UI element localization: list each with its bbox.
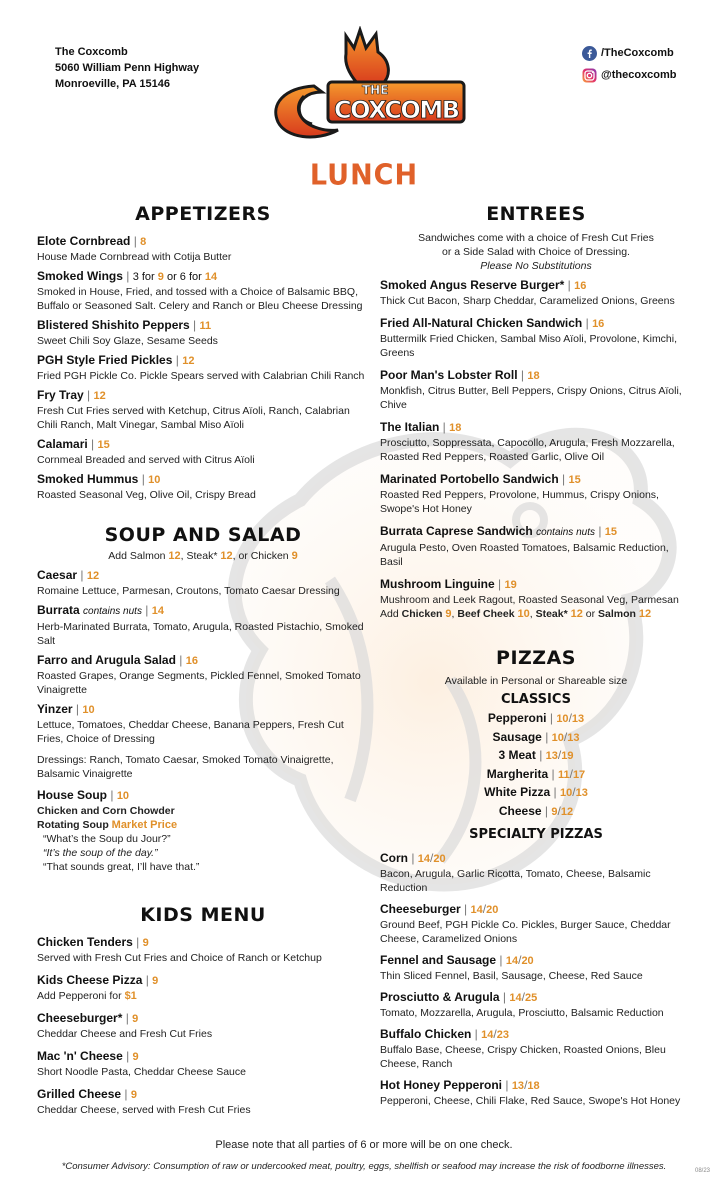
item-description: Lettuce, Tomatoes, Cheddar Cheese, Banana Peppers, Fresh Cut Fries, Choice of Dressing — [37, 719, 344, 745]
item-description: Cheddar Cheese, served with Fresh Cut Fries — [37, 1104, 251, 1116]
menu-item: Prosciutto & Arugula | 14/25 Tomato, Mozzarella, Arugula, Prosciutto, Balsamic Reduction — [380, 989, 692, 1020]
soup-line-1: Chicken and Corn Chowder — [37, 805, 175, 817]
item-name: Elote Cornbread — [37, 234, 131, 248]
item-description: Buffalo Base, Cheese, Crispy Chicken, Roasted Onions, Bleu Cheese, Ranch — [380, 1044, 666, 1070]
item-name: Margherita — [486, 766, 549, 781]
menu-item: Mac 'n' Cheese | 9 Short Noodle Pasta, Cheddar Cheese Sauce — [37, 1048, 369, 1079]
item-name: 3 Meat — [498, 748, 536, 762]
item-price: 9 — [152, 975, 159, 987]
item-name: Fennel and Sausage — [380, 953, 497, 967]
item-name: Fry Tray — [37, 388, 84, 402]
entrees-list — [380, 277, 692, 621]
item-description: Romaine Lettuce, Parmesan, Croutons, Tomato Caesar Dressing — [37, 585, 340, 597]
item-name: Fried All-Natural Chicken Sandwich — [380, 316, 583, 330]
right-column — [380, 203, 692, 1108]
item-description: Herb-Marinated Burrata, Tomato, Arugula, Roasted Pistachio, Smoked Salt — [37, 621, 364, 647]
pizzas-note: Available in Personal or Shareable size — [444, 675, 628, 687]
item-description: Cornmeal Breaded and served with Citrus Aïoli — [37, 454, 255, 466]
item-name: The Italian — [380, 420, 440, 434]
kids-title: KIDS MENU — [140, 904, 266, 926]
soup-line-2: Rotating Soup Market Price — [37, 819, 178, 831]
item-description: Buttermilk Fried Chicken, Sambal Miso Aïoli, Provolone, Kimchi, Greens — [380, 333, 678, 359]
menu-item: Yinzer | 10 Lettuce, Tomatoes, Cheddar Cheese, Banana Peppers, Fresh Cut Fries, Choice of Dressing — [37, 701, 369, 746]
item-name: Calamari — [37, 437, 88, 451]
item-name: Caesar — [37, 568, 78, 582]
left-column — [37, 203, 369, 1117]
item-name: Grilled Cheese — [37, 1087, 122, 1101]
item-price: 12 — [86, 570, 100, 582]
item-name: Pepperoni — [487, 711, 547, 725]
item-description: Tomato, Mozzarella, Arugula, Prosciutto, Balsamic Reduction — [380, 1007, 664, 1019]
item-note: contains nuts — [536, 527, 595, 538]
item-name: Cheeseburger — [380, 902, 461, 916]
coxcomb-logo — [264, 26, 468, 144]
pizza-item: Cheese | 9/12 — [498, 803, 574, 818]
menu-item: Cheeseburger* | 9 Cheddar Cheese and Fresh Cut Fries — [37, 1010, 369, 1041]
item-name: Cheeseburger* — [37, 1011, 123, 1025]
item-description: Thick Cut Bacon, Sharp Cheddar, Caramelized Onions, Greens — [380, 295, 675, 307]
item-price: 18 — [449, 422, 462, 434]
item-price: 12 — [182, 355, 195, 367]
facebook-icon — [582, 46, 597, 61]
pizza-item: 3 Meat | 13/19 — [498, 748, 574, 762]
menu-item: Cheeseburger | 14/20 Ground Beef, PGH Pickle Co. Pickles, Burger Sauce, Cheddar Cheese, Caramelized Onions — [380, 901, 692, 946]
instagram-link[interactable] — [582, 64, 677, 86]
item-name: Mushroom Linguine — [380, 577, 495, 591]
item-description: Thin Sliced Fennel, Basil, Sausage, Cheese, Red Sauce — [380, 970, 643, 982]
logo-text-coxcomb: COXCOMB — [334, 96, 460, 124]
menu-item: Burrata contains nuts | 14 Herb-Marinated Burrata, Tomato, Arugula, Roasted Pistachio, Smoked Salt — [37, 602, 369, 648]
pizzas-title: PIZZAS — [496, 647, 576, 669]
menu-item: Burrata Caprese Sandwich contains nuts | 15 Arugula Pesto, Oven Roasted Tomatoes, Balsamic Reduction, Basil — [380, 523, 692, 569]
party-note: Please note that all parties of 6 or more will be on one check. — [215, 1139, 513, 1151]
menu-item: Kids Cheese Pizza | 9 Add Pepperoni for $1 — [37, 972, 369, 1003]
item-description: Smoked in House, Fried, and tossed with a Choice of Balsamic BBQ, Buffalo or Seasoned Salt. Celery and Ranch or Bleu Cheese Dressing — [37, 286, 363, 312]
item-description: Monkfish, Citrus Butter, Bell Peppers, Crispy Onions, Citrus Aïoli, Chive — [380, 385, 682, 411]
item-price: 16 — [592, 318, 605, 330]
social-links — [582, 42, 677, 86]
menu-item: Mushroom Linguine | 19 Mushroom and Leek Ragout, Roasted Seasonal Veg, Parmesan Add Chicken 9, Beef Cheek 10, Steak* 12 or Salmon 12 — [380, 576, 692, 621]
item-price: 10 — [116, 790, 130, 802]
consumer-advisory: *Consumer Advisory: Consumption of raw or undercooked meat, poultry, eggs, shellfish or seafood may increase the risk of foodborne illnesses. — [61, 1161, 667, 1172]
item-name: Yinzer — [37, 702, 73, 716]
item-description: Mushroom and Leek Ragout, Roasted Seasonal Veg, Parmesan — [380, 594, 679, 606]
soup-salad-add-note: Add Salmon 12, Steak* 12, or Chicken 9 — [108, 550, 298, 562]
instagram-handle: @thecoxcomb — [601, 69, 677, 81]
item-name: Blistered Shishito Peppers — [37, 318, 190, 332]
item-price: 9 — [142, 937, 149, 949]
item-price: 9 — [132, 1051, 139, 1063]
item-price: 11 — [199, 320, 212, 332]
item-price: 14 — [204, 271, 218, 283]
item-name: Marinated Portobello Sandwich — [380, 472, 559, 486]
kids-list — [37, 934, 369, 1117]
item-description: Roasted Red Peppers, Provolone, Hummus, Crispy Onions, Swope's Hot Honey — [380, 489, 659, 515]
pizza-item: Margherita | 11/17 — [486, 766, 586, 781]
logo-text-the: THE — [362, 83, 389, 97]
menu-item: Corn | 14/20 Bacon, Arugula, Garlic Ricotta, Tomato, Cheese, Balsamic Reduction — [380, 850, 692, 895]
item-description: Fresh Cut Fries served with Ketchup, Citrus Aïoli, Ranch, Calabrian Chili Ranch, Malt Vinegar, Sambal Miso Aïoli — [37, 405, 350, 431]
pizza-item: Sausage | 10/13 — [492, 729, 580, 744]
item-description: Served with Fresh Cut Fries and Choice of Ranch or Ketchup — [37, 952, 322, 964]
menu-item: Chicken Tenders | 9 Served with Fresh Cut Fries and Choice of Ranch or Ketchup — [37, 934, 369, 965]
item-name: Burrata — [37, 603, 80, 617]
item-price: 10 — [148, 474, 161, 486]
item-price: 15 — [97, 439, 110, 451]
menu-item: Calamari | 15 Cornmeal Breaded and served with Citrus Aïoli — [37, 436, 369, 467]
soup-quote-1: “What’s the Soup du Jour?” — [43, 833, 171, 845]
item-price: 16 — [185, 655, 198, 667]
menu-item: Farro and Arugula Salad | 16 Roasted Grapes, Orange Segments, Pickled Fennel, Smoked Tomato Vinaigrette — [37, 652, 369, 697]
menu-item: The Italian | 18 Prosciutto, Soppressata, Capocollo, Arugula, Fresh Mozzarella, Roasted Red Peppers, Roasted Garlic, Olive Oil — [380, 419, 692, 464]
menu-item: Grilled Cheese | 9 Cheddar Cheese, served with Fresh Cut Fries — [37, 1086, 369, 1117]
linguine-add-ons: Add Chicken 9, Beef Cheek 10, Steak* 12 or Salmon 12 — [380, 608, 652, 620]
item-description: Short Noodle Pasta, Cheddar Cheese Sauce — [37, 1066, 246, 1078]
item-name: Chicken Tenders — [37, 935, 133, 949]
item-price: 9 — [130, 1089, 137, 1101]
menu-item: Smoked Wings | 3 for 9 or 6 for 14 Smoked in House, Fried, and tossed with a Choice of Balsamic BBQ, Buffalo or Seasoned Salt. Celery and Ranch or Bleu Cheese Dressing — [37, 268, 369, 313]
address-line-1: 5060 William Penn Highway — [55, 62, 200, 74]
menu-item: Caesar | 12 Romaine Lettuce, Parmesan, Croutons, Tomato Caesar Dressing — [37, 567, 369, 598]
menu-item: Poor Man's Lobster Roll | 18 Monkfish, Citrus Butter, Bell Peppers, Crispy Onions, Citrus Aïoli, Chive — [380, 367, 692, 412]
item-price: 14 — [151, 605, 165, 617]
menu-item: Smoked Angus Reserve Burger* | 16 Thick Cut Bacon, Sharp Cheddar, Caramelized Onions, Greens — [380, 277, 692, 308]
menu-item: Hot Honey Pepperoni | 13/18 Pepperoni, Cheese, Chili Flake, Red Sauce, Swope's Hot Honey — [380, 1077, 692, 1108]
specialty-list — [380, 850, 692, 1108]
item-description: Add Pepperoni for $1 — [37, 990, 137, 1002]
soup-quote-2: “It’s the soup of the day.” — [43, 847, 158, 859]
item-description: Bacon, Arugula, Garlic Ricotta, Tomato, Cheese, Balsamic Reduction — [380, 868, 651, 894]
item-description: Pepperoni, Cheese, Chili Flake, Red Sauce, Swope's Hot Honey — [380, 1095, 681, 1107]
item-description: Ground Beef, PGH Pickle Co. Pickles, Burger Sauce, Cheddar Cheese, Caramelized Onions — [380, 919, 671, 945]
specialty-title: SPECIALTY PIZZAS — [469, 827, 603, 842]
entrees-note-1: Sandwiches come with a choice of Fresh Cut Fries — [418, 232, 654, 244]
item-price: 9 — [157, 271, 164, 283]
item-name: Smoked Angus Reserve Burger* — [380, 278, 565, 292]
menu-item: Buffalo Chicken | 14/23 Buffalo Base, Cheese, Crispy Chicken, Roasted Onions, Bleu Cheese, Ranch — [380, 1026, 692, 1071]
menu-item: House Soup | 10 Chicken and Corn Chowder Rotating Soup Market Price “What’s the Soup du Jour?” “It’s the soup of the day.” “That sounds great, I’ll have that.” — [37, 787, 369, 874]
menu-item: Marinated Portobello Sandwich | 15 Roasted Red Peppers, Provolone, Hummus, Crispy Onions, Swope's Hot Honey — [380, 471, 692, 516]
item-price: 15 — [568, 474, 581, 486]
item-price: 18 — [527, 370, 540, 382]
item-name: Cheese — [498, 803, 542, 818]
entrees-note-3: Please No Substitutions — [480, 260, 592, 272]
entrees-note-2: or a Side Salad with Choice of Dressing. — [442, 246, 630, 258]
item-price: 15 — [604, 526, 618, 538]
item-name: Farro and Arugula Salad — [37, 653, 176, 667]
date-code: 08/23 — [694, 1168, 710, 1174]
item-name: PGH Style Fried Pickles — [37, 353, 173, 367]
item-price: 19 — [504, 579, 517, 591]
soup-salad-title: SOUP AND SALAD — [104, 524, 302, 546]
item-price: 9 — [132, 1013, 139, 1025]
menu-item: Smoked Hummus | 10 Roasted Seasonal Veg, Olive Oil, Crispy Bread — [37, 471, 369, 502]
pizza-item: Pepperoni | 10/13 — [487, 711, 585, 725]
restaurant-name: The Coxcomb — [55, 46, 128, 58]
menu-item: Fennel and Sausage | 14/20 Thin Sliced Fennel, Basil, Sausage, Cheese, Red Sauce — [380, 952, 692, 983]
item-name: Smoked Hummus — [37, 472, 139, 486]
classics-list — [380, 710, 692, 821]
item-name: Burrata Caprese Sandwich — [380, 524, 533, 538]
item-name: House Soup — [37, 788, 108, 802]
menu-item: Fried All-Natural Chicken Sandwich | 16 Buttermilk Fried Chicken, Sambal Miso Aïoli, Provolone, Kimchi, Greens — [380, 315, 692, 360]
menu-item: PGH Style Fried Pickles | 12 Fried PGH Pickle Co. Pickle Spears served with Calabrian Chili Ranch — [37, 352, 369, 383]
item-price: 12 — [93, 390, 106, 402]
soup-quote-3: “That sounds great, I’ll have that.” — [43, 861, 200, 873]
menu-item: Elote Cornbread | 8 House Made Cornbread with Cotija Butter — [37, 233, 369, 264]
item-name: White Pizza — [484, 785, 551, 799]
item-name: Poor Man's Lobster Roll — [380, 368, 518, 382]
restaurant-address — [55, 44, 199, 92]
item-price: 10 — [82, 704, 95, 716]
item-note: contains nuts — [83, 606, 142, 617]
facebook-link[interactable] — [582, 42, 677, 64]
classics-title: CLASSICS — [500, 692, 571, 707]
item-description: Roasted Seasonal Veg, Olive Oil, Crispy Bread — [37, 489, 256, 501]
item-name: Mac 'n' Cheese — [37, 1049, 123, 1063]
item-description: Roasted Grapes, Orange Segments, Pickled Fennel, Smoked Tomato Vinaigrette — [37, 670, 361, 696]
item-name: Prosciutto & Arugula — [380, 990, 500, 1004]
item-name: Kids Cheese Pizza — [37, 973, 143, 987]
item-name: Corn — [380, 851, 408, 865]
item-description: Arugula Pesto, Oven Roasted Tomatoes, Balsamic Reduction, Basil — [380, 542, 669, 568]
item-name: Hot Honey Pepperoni — [380, 1078, 503, 1092]
menu-item: Blistered Shishito Peppers | 11 Sweet Chili Soy Glaze, Sesame Seeds — [37, 317, 369, 348]
item-price: 8 — [140, 236, 147, 248]
menu-title: LUNCH — [309, 159, 419, 192]
item-name: Buffalo Chicken — [380, 1027, 472, 1041]
appetizers-list — [37, 233, 369, 502]
item-price: 16 — [574, 280, 587, 292]
item-description: Sweet Chili Soy Glaze, Sesame Seeds — [37, 335, 218, 347]
dressings-note: Dressings: Ranch, Tomato Caesar, Smoked Tomato Vinaigrette, Balsamic Vinaigrette — [37, 754, 334, 780]
item-description: Fried PGH Pickle Co. Pickle Spears served with Calabrian Chili Ranch — [37, 370, 365, 382]
item-description: Cheddar Cheese and Fresh Cut Fries — [37, 1028, 213, 1040]
soup-salad-list — [37, 567, 369, 874]
item-description: Prosciutto, Soppressata, Capocollo, Arugula, Fresh Mozzarella, Roasted Red Peppers, Roasted Garlic, Olive Oil — [380, 437, 675, 463]
item-name: Sausage — [492, 729, 542, 744]
facebook-handle: /TheCoxcomb — [601, 47, 674, 59]
appetizers-title: APPETIZERS — [135, 203, 271, 225]
instagram-icon — [582, 68, 597, 83]
item-name: Smoked Wings — [37, 269, 123, 283]
menu-item: Fry Tray | 12 Fresh Cut Fries served with Ketchup, Citrus Aïoli, Ranch, Calabrian Chili Ranch, Malt Vinegar, Sambal Miso Aïoli — [37, 387, 369, 432]
item-description: House Made Cornbread with Cotija Butter — [37, 251, 232, 263]
address-line-2: Monroeville, PA 15146 — [55, 78, 170, 90]
pizza-item: White Pizza | 10/13 — [484, 785, 588, 799]
entrees-title: ENTREES — [486, 203, 586, 225]
